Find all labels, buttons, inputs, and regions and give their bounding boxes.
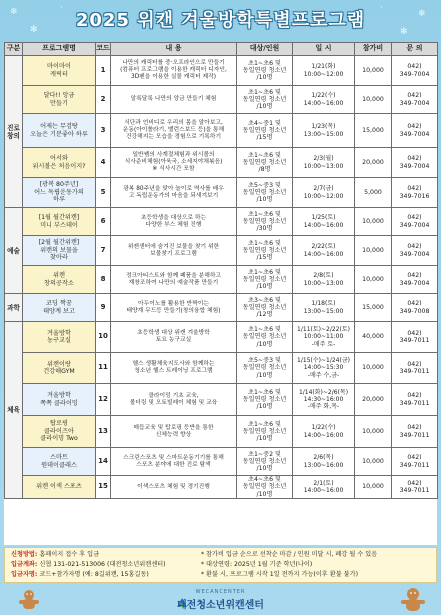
program-date: 1/15(수)~1/24(금) 14:00~15:30 -매주 수,금- (293, 353, 355, 384)
program-desc: 초등학생 대상 위캔 겨울방학 토요 농구교실 (111, 322, 237, 353)
footer-account: 입금계좌: 신협 131-021-513006 (대전청소년위캔센터) (11, 561, 166, 568)
program-date: 2/6(목) 13:00~16:00 (293, 448, 355, 476)
header-program: 프로그램명 (23, 43, 96, 56)
category-cell: 체육 (5, 322, 23, 499)
program-name: 겨울방학 농구교실 (23, 322, 96, 353)
snowflake-icon: ❄ (418, 9, 426, 19)
program-name: 위캔이랑 건강해GYM (23, 353, 96, 384)
header-fee: 참가비 (355, 43, 392, 56)
program-code: 7 (96, 236, 111, 266)
program-contact: 042) 349-7011 (392, 476, 438, 499)
program-fee: 20,000 (355, 384, 392, 416)
program-target: 초5~중3 및 동일연령 청소년 /10명 (237, 353, 293, 384)
program-desc: 일반쌤의 사계절체험과 위시볼의 식사준비체험(아욱국, 소세지야채볶음) ※ 식사시간 포함 (111, 148, 237, 178)
program-target: 초1~초6 및 동일연령 청소년 /10명 (237, 56, 293, 86)
table-row (5, 353, 438, 384)
program-fee: 15,000 (355, 294, 392, 322)
program-code: 15 (96, 476, 111, 499)
program-contact: 042) 349-7016 (392, 178, 438, 208)
table-row (5, 114, 438, 148)
snowflake-icon: ✻ (400, 27, 408, 37)
program-date: 1/18(토) 13:00~15:00 (293, 294, 355, 322)
program-name: 겨울방학 쪽쪽 클라이밍 (23, 384, 96, 416)
program-desc: 식단과 언비디로 우리의 몸을 알아보고, 운동(아이쏠라기, 밸런스보드 등)을 통해 건강해지는 모습을 경험으로 기록하기 (111, 114, 237, 148)
program-contact: 042) 349-7011 (392, 448, 438, 476)
table-row (5, 266, 438, 294)
program-target: 초1~중2 및 동일연령 청소년 /10명 (237, 448, 293, 476)
snowflake-icon: · (380, 3, 383, 13)
program-code: 9 (96, 294, 111, 322)
program-target: 초1~초6 및 동일연령 청소년 /30명 (237, 208, 293, 236)
program-fee: 10,000 (355, 353, 392, 384)
program-code: 12 (96, 384, 111, 416)
table-row (5, 148, 438, 178)
program-name: 탑로핑 클라이즈아 클라이밍 Two (23, 416, 96, 448)
program-target: 초1~초6 및 동일연령 청소년 /15명 (237, 236, 293, 266)
program-desc: 알록달록 나만의 앙금 만들기 체험 (111, 86, 237, 114)
category-cell: 예술 (5, 208, 23, 294)
program-fee: 5,000 (355, 178, 392, 208)
program-fee: 15,000 (355, 114, 392, 148)
program-code: 3 (96, 114, 111, 148)
info-footer (4, 547, 437, 583)
program-code: 13 (96, 416, 111, 448)
program-contact: 042) 349-7011 (392, 384, 438, 416)
logo-subtext: WECANCENTER (195, 589, 246, 595)
program-contact: 042) 349-7004 (392, 236, 438, 266)
program-date: 2/8(토) 10:00~13:00 (293, 266, 355, 294)
program-name: [광복 80주년] 어느 독립운동가의 하루 (23, 178, 96, 208)
header-contact: 문 의 (392, 43, 438, 56)
header-category: 구분 (5, 43, 23, 56)
program-fee: 10,000 (355, 86, 392, 114)
program-fee: 10,000 (355, 56, 392, 86)
header-code: 코드 (96, 43, 111, 56)
program-fee: 10,000 (355, 416, 392, 448)
program-contact: 042) 349-7011 (392, 322, 438, 353)
program-target: 초1~초6 및 동일연령 청소년 /10명 (237, 416, 293, 448)
program-contact: 042) 349-7004 (392, 148, 438, 178)
program-contact: 042) 349-7004 (392, 208, 438, 236)
program-name: 달다!! 앙금 만들기 (23, 86, 96, 114)
program-name: [1월 월간위캔] 미니 부스데이 (23, 208, 96, 236)
header-date: 일 시 (293, 43, 355, 56)
program-target: 초1~초6 및 동일연령 청소년 /10명 (237, 384, 293, 416)
program-desc: 광복 80주년을 맞아 놀이로 역사를 배우 고 독립운동가의 마음을 되새겨보기 (111, 178, 237, 208)
program-contact: 042) 349-7004 (392, 266, 438, 294)
snowflake-icon: ❄ (10, 7, 18, 17)
program-fee: 10,000 (355, 208, 392, 236)
program-target: 초1~초6 및 동일연령 청소년 /10명 (237, 86, 293, 114)
table-row (5, 236, 438, 266)
table-row (5, 416, 438, 448)
program-fee: 10,000 (355, 236, 392, 266)
table-row (5, 56, 438, 86)
table-row (5, 384, 438, 416)
page-title: 2025 위캔 겨울방학특별프로그램 (75, 10, 366, 31)
program-date: 1/25(토) 14:00~16:00 (293, 208, 355, 236)
header-target: 대상/인원 (237, 43, 293, 56)
category-cell: 과학 (5, 294, 23, 322)
program-contact: 042) 349-7004 (392, 86, 438, 114)
program-code: 4 (96, 148, 111, 178)
program-name: 어서와 위시볼은 처음이지? (23, 148, 96, 178)
program-contact: 042) 349-7004 (392, 56, 438, 86)
program-desc: 위캔센터에 숨겨진 보물을 찾기 위한 보물찾기 프로그램 (111, 236, 237, 266)
program-desc: 아두이노를 활용한 반짝이는 태양계 무드등 만들기(창의융합 체험) (111, 294, 237, 322)
program-date: 1/23(목) 13:00~15:00 (293, 114, 355, 148)
program-date: 1/11(토)~2/22(토) 10:00~11:00 -매주 토- (293, 322, 355, 353)
program-date: 1/22(수) 14:00~16:00 (293, 86, 355, 114)
program-target: 초4~중1 및 동일연령 청소년 /15명 (237, 114, 293, 148)
program-target: 초1~초6 및 동일연령 청소년 /8명 (237, 148, 293, 178)
program-target: 초1~초6 및 동일연령 청소년 /10명 (237, 322, 293, 353)
program-date: 1/22(수) 14:00~16:00 (293, 416, 355, 448)
footer-depositor: 입금자명: 코드+참가자명 (예: 8길위캔, 15홍길동) (11, 571, 149, 578)
program-date: 2/7(금) 10:00~12:00 (293, 178, 355, 208)
program-fee: 20,000 (355, 148, 392, 178)
table-row (5, 208, 438, 236)
program-code: 10 (96, 322, 111, 353)
program-name: 코딩 짝꿍 태양계 보고 (23, 294, 96, 322)
program-desc: 정크아티스트와 함께 폐품을 분해하고 재창조하여 나만의 예술작품 만들기 (111, 266, 237, 294)
program-fee: 10,000 (355, 448, 392, 476)
program-fee: 10,000 (355, 476, 392, 499)
program-code: 2 (96, 86, 111, 114)
program-date: 1/21(화) 10:00~12:00 (293, 56, 355, 86)
program-code: 14 (96, 448, 111, 476)
program-desc: 나만의 캐릭터를 중·오프라인으로 만들기 (컴퓨터 프로그램을 이용한 캐릭터 디자인, 3D펜을 이용한 실물 캐릭터 제작) (111, 56, 237, 86)
program-fee: 10,000 (355, 266, 392, 294)
table-row (5, 294, 438, 322)
footer-note-2: * 대상연령: 2025년 1월 기준 학년(나이) (201, 561, 313, 568)
program-code: 5 (96, 178, 111, 208)
table-row (5, 448, 438, 476)
program-code: 6 (96, 208, 111, 236)
table-header-row (5, 43, 438, 56)
program-target: 초1~초6 및 동일연령 청소년 /10명 (237, 266, 293, 294)
program-date: 1/14(화)~2/6(목) 14:30~16:00 -매주 화,목- (293, 384, 355, 416)
program-desc: 클라이밍 기초 교육, 볼더링 및 오토빌레이 체험 및 교육 (111, 384, 237, 416)
program-code: 1 (96, 56, 111, 86)
center-logo (0, 583, 441, 615)
snowflake-icon: · (60, 3, 63, 13)
program-date: 2/1(토) 14:00~16:00 (293, 476, 355, 499)
program-target: 초4~초6 및 동일연령 청소년 /10명 (237, 476, 293, 499)
program-desc: 매듭교육 및 탑로핑 등반을 통한 신체능력 향상 (111, 416, 237, 448)
footer-note-3: * 환불 시, 프로그램 시작 1일 전까지 가능(이후 환불 불가) (201, 571, 359, 578)
program-contact: 042) 349-7004 (392, 114, 438, 148)
program-desc: 헬스 생활체육지도사와 함께하는 청소년 헬스 트레이닝 프로그램 (111, 353, 237, 384)
program-date: 2/3(월) 10:00~13:00 (293, 148, 355, 178)
header-content: 내 용 (111, 43, 237, 56)
program-contact: 042) 349-7011 (392, 416, 438, 448)
table-row (5, 476, 438, 499)
footer-note-1: * 참가비 입금 순으로 선착순 마감 / 인원 미달 시, 폐강 될 수 있음 (201, 551, 378, 558)
program-target: 초3~초6 및 동일연령 청소년 /12명 (237, 294, 293, 322)
program-contact: 042) 349-7008 (392, 294, 438, 322)
program-date: 2/22(토) 14:00~16:00 (293, 236, 355, 266)
program-table (4, 42, 437, 545)
table-row (5, 322, 438, 353)
program-name: 위캔 이색 스포츠 (23, 476, 96, 499)
program-code: 11 (96, 353, 111, 384)
program-name: 마이마이 캐릭터 (23, 56, 96, 86)
program-desc: 이색스포츠 체험 및 경기진행 (111, 476, 237, 499)
category-cell: 진로 창의 (5, 56, 23, 208)
program-contact: 042) 349-7011 (392, 353, 438, 384)
program-grid (4, 42, 438, 499)
program-desc: 스크린스포츠 및 스마트운동기기를 통해 스포츠 분야에 대한 진로 탐색 (111, 448, 237, 476)
table-row (5, 86, 438, 114)
logo-name: 대전청소년위캔센터 (177, 600, 264, 611)
footer-apply: 신청방법: 홈페이지 접수 후 입금 (11, 551, 100, 558)
program-name: 스마트 원데이클래스 (23, 448, 96, 476)
program-target: 초5~중3 및 동일연령 청소년 /10명 (237, 178, 293, 208)
program-desc: 초등학생을 대상으로 하는 다양한 부스 체험 진행 (111, 208, 237, 236)
table-row (5, 178, 438, 208)
program-name: 위캔 창의공작소 (23, 266, 96, 294)
snowflake-icon: ✻ (30, 25, 38, 35)
program-name: 어제는 무검탕 오늘은 기분좋아 하루 (23, 114, 96, 148)
program-fee: 40,000 (355, 322, 392, 353)
program-code: 8 (96, 266, 111, 294)
program-name: [2월 월간위캔] 위캔의 보물을 찾아라 (23, 236, 96, 266)
